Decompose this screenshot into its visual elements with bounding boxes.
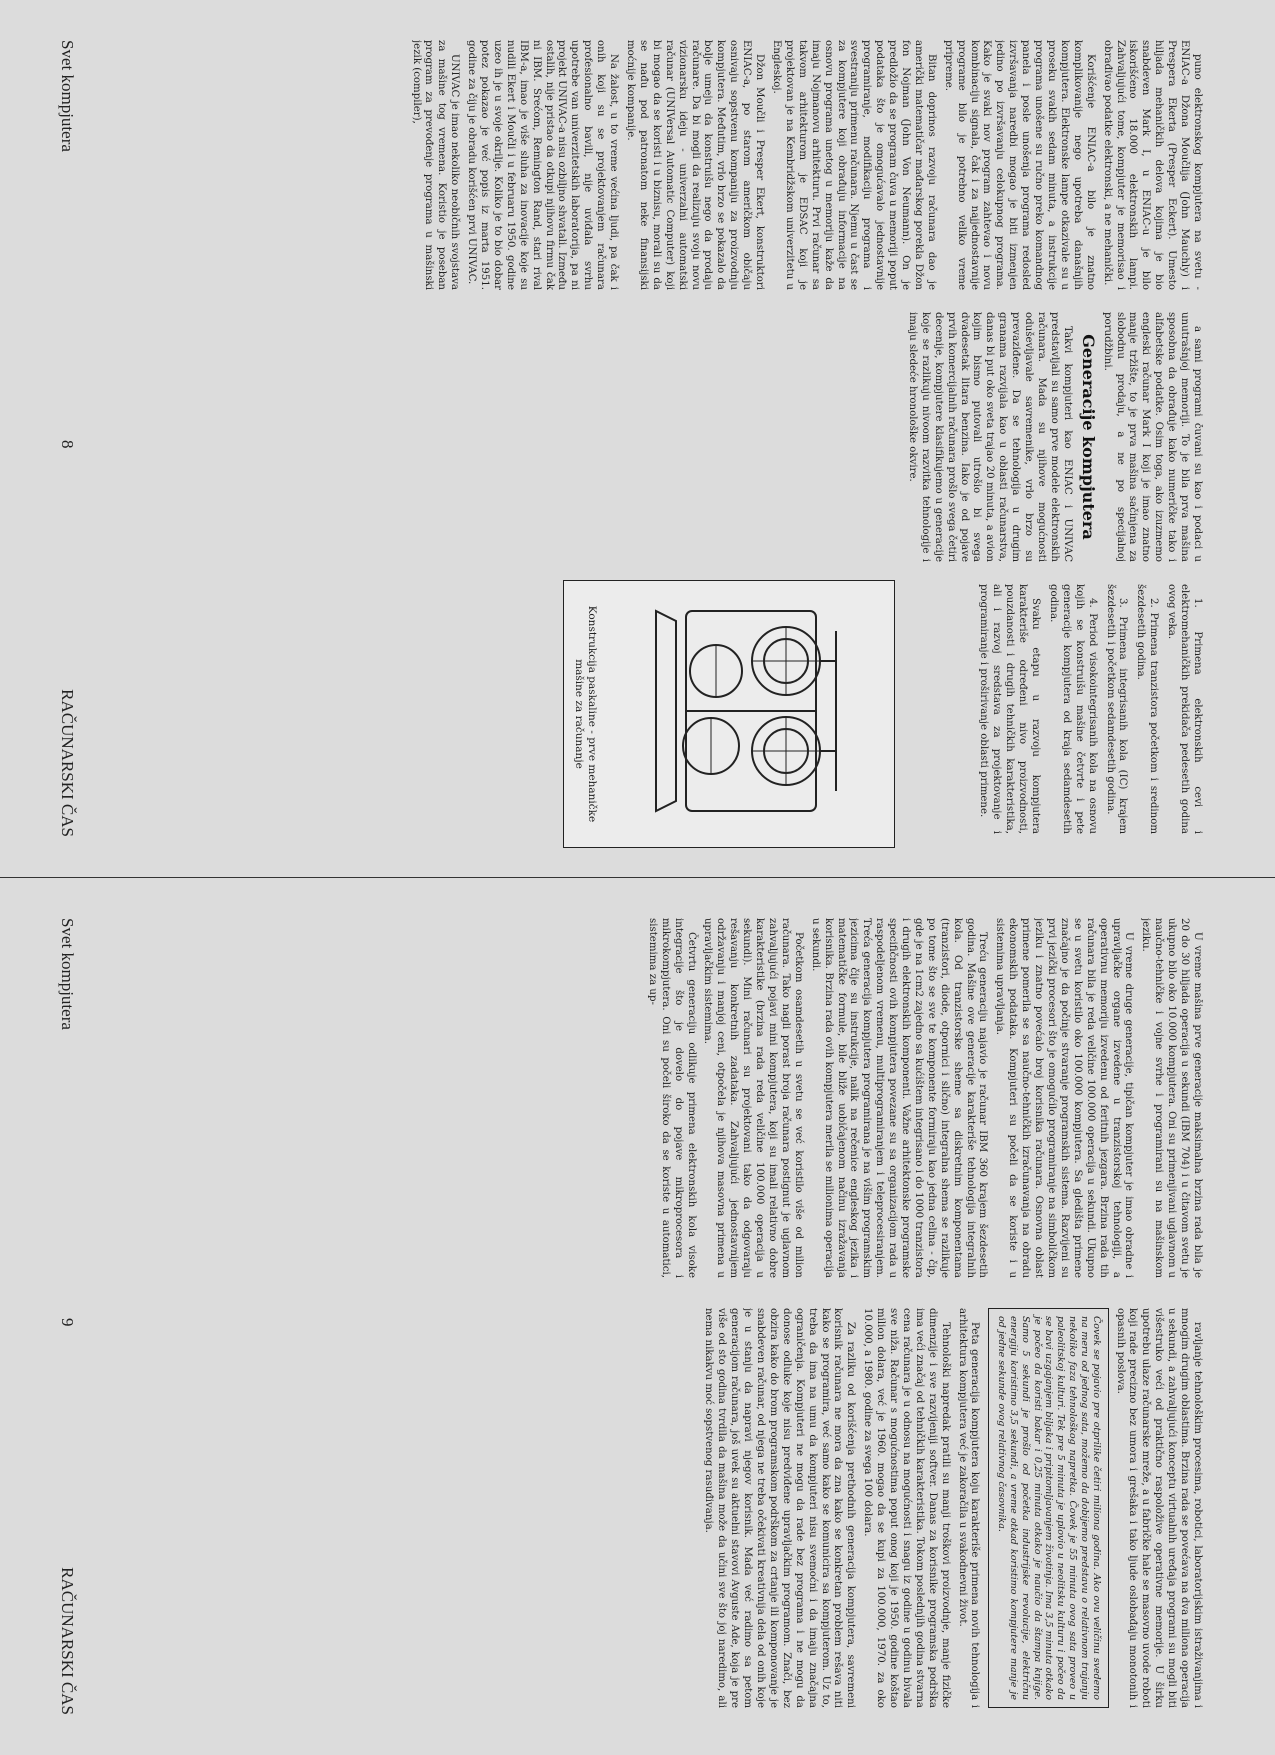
list-item: 1. Primena elektronskih cevi i elektromehaničkih prekidača pedesetih godina ovog veka.	[1166, 584, 1203, 834]
paragraph: ravljanje tehnološkim procesima, robotici, laboratorijskim istraživanjima i mnogim drugim oblastima. Brzina rada se povećava na dva miliona operacija u sekundi, a zahvaljujući konceptu virtualnih uređaja programi su mogli biti višestruko veći od praktično raspoložive operativne memorije. U širku upotrebu ulaze računarske mreže, a u fabričke hale se masovno uvode roboti koji rade precizno bez umora i grešaka i tako ljude oslobađaju monotonih i opasnih poslova.	[1114, 1308, 1203, 1708]
paragraph: Tehnološki napredak pratili su manji troškovi proizvodnje, manje fizičke dimenzije i sve razvijeniji softver. Danas za korisnike programska podrška ima veći značaj od tehničkih karakteristika. Tokom poslednjih godina stvarna cena računara je u odnosu na mogućnosti i snagu iz godine u godinu bivala sve niža. Računar s mogućnostima poput onog koji je 1950. godine koštao milion dolara, već je 1960. mogao da se kupi za 100.000, 1970. za oko 10.000, a 1980. godine za svega 100 dolara.	[862, 1308, 951, 1708]
paragraph: Početkom osamdesetih u svetu se već koristilo više od milion računara. Tako nagli porast broja računara postignut je uglavnom zahvaljujući pojavi mini kompjutera, koji su imali relativno dobre karakteristike (brzina rada reda veličine 100.000 operacija u sekundi). Mini računari su projektovani tako da odgovaraju rešavanju konkretnih zadataka. Zahvaljujući jednostavnijem održavanju i manjoj ceni, otpočela je njihova masovna primena u upravljačkim sistemima.	[702, 918, 804, 1278]
paragraph: Na žalost, u to vreme većina ljudi, pa čak i onih koji su se projektovanjem računara profesionalno bavili, nije uviđala svrhu upotrebe van univerzitetskih laboratorija, pa ni projekt UNIVAC-a nisu ozbiljno shvatali. Između ostalih, nije pristao da otkupi njihovu firmu čak ni IBM. Srećom, Remington Rand, stari rival IBM-a, imao je više sluha za inovacije koje su nudili Ekert i Moučli i u februaru 1950. godine uzeo ih je u svoje okrilje. Koliko je to bio dobar potez pokazao je već popis iz marta 1951. godine za čiju je obradu korišćen prvi UNIVAC.	[466, 40, 620, 290]
paragraph: Džon Moučli i Presper Ekert, konstruktori ENIAC-a, po starom američkom običaju osnivaju sopstvenu kompaniju za proizvodnju kompjutera. Međutim, vrlo brzo se pokazalo da bolje umeju da konstruišu nego da prodaju računare. Da bi mogli da realizuju svoju novu vizionarsku ideju - univerzalni automatski računar (UNIVersal Automatic Computer) koji bi mogao da se koristi i u biznisu, morali su da se nađu pod patronatom neke finansijski moćnije kompanije.	[625, 40, 766, 290]
magazine-section: RAČUNARSKI ČAS	[58, 1567, 77, 1715]
page-8-footer	[45, 40, 85, 837]
list-item: 2. Primena tranzistora početkom i sredinom šezdesetih godina.	[1135, 584, 1160, 834]
page-number: 8	[58, 440, 77, 449]
paragraph: puno elektronskog kompjutera na svetu - ENIAC-a Džona Moučlija (John Mauchly) i Prespera Ekerta (Presper Eckert). Umesto hiljada mehaničkih delova kojima je bio snabdeven Mark I, u ENIAC-u je bilo iskorišćeno 18.000 elektronskih lampi. Zahvaljujući tome, kompjuter je memorisao i obrađivao podatke elektronski, a ne mehanički.	[1101, 40, 1203, 290]
page-9-footer	[45, 918, 85, 1715]
paragraph: U vreme mašina prve generacije maksimalna brzina rada bila je 20 do 30 hiljada operacija u sekundi (IBM 704) i u čitavom svetu je ukupno bilo oko 10.000 kompjutera. Oni su primenjivani uglavnom u naučno-tehničke i vojne svrhe i programirani su na mašinskom jeziku.	[1140, 918, 1203, 1278]
paragraph: Korišćenje ENIAC-a bilo je znatno komplikovanije nego upotreba današnjih kompjutera. Elektronske lampe otkazivale su u proseku svakih sedam minuta, a instrukcije programa unošene su ručno preko komandnog panela i posle unošenja programa redosled izvršavanja naredbi mogao je biti izmenjen jedino po izvršavanju celokupnog programa. Kako je svaki nov program zahtevao i novu kombinaciju signala, čak i za najjednostavnije programe bilo je potrebno veliko vreme pripreme.	[942, 40, 1096, 290]
paragraph: a sami programi čuvani su kao i podaci u unutrašnjoj memoriji. To je bila prva mašina sposobna da obrađuje kako numeričke tako i alfabetske podatke. Osim toga, ako izuzmemo engleski računar Mark I koji je imao znatno manje tržište, to je prva mašina sačinjena za slobodnu prodaju, a ne po specijalnoj porudžbini.	[1101, 312, 1203, 562]
sidebar-box: Čovek se pojavio pre otprilike četiri miliona godina. Ako ovu veličinu svedemo na meru od jednog sata, možemo da dobijemo predstavu o relativnom trajanju nekoliko faza tehnološkog napretka. Čovek je 55 minuta ovog sata proveo u paleolitskoj kulturi. Tek pre 5 minuta je uplovio u neolitsku kulturu i počeo da se bavi uzgajanjem biljaka i pripitomljavanjem životinja. Ima 3,5 minuta otkako je počeo da koristi bakar i 0,25 minuta otkako je naučio da štampa knjige. Samo 5 sekundi je prošlo od početka industrijske revolucije, električnu energiju koristimo 3,5 sekundi, a vreme otkad koristimo kompjutere manje je od jedne sekunde ovog relativnog časovnika.	[988, 1308, 1108, 1708]
paragraph: UNIVAC je imao nekoliko neobičnih svojstava za mašine tog vremena. Koristio je poseban program za prevođenje programa u mašinski jezik (compiler),	[410, 40, 461, 290]
paragraph: Četvrtu generaciju odlikuje primena elektronskih kola visoke integracije što je dovelo do pojave mikroprocesora i mikrokompjutera. Oni su počeli široko da se koriste u automatici, sistemima za up-	[646, 918, 697, 1278]
page-9	[0, 878, 1275, 1755]
page-9-body	[105, 918, 1275, 1718]
paragraph: Za razliku od korišćenja prethodnih generacija kompjutera, savremeni korisnik računara ne mora da zna kako se konkretan problem rešava niti kako se programira, već samo kako se komunicira sa kompjuterom. Uz to, treba da ima na umu da kompjuteri nisu svemoćni i da imaju značajna ograničenja. Kompjuteri ne mogu da rade bez programa i ne mogu da donose odluke koje nisu predviđene upravljačkim programom. Znači, bez obzira kako do brom programskom podrškom za crtanje ili komponovanje je snabdeven računar, od njega ne treba očekivati kreativnija dela od onih koje je u stanju da napravi njegov korisnik. Mada već radimo sa petom generacijom računara, još uvek su aktuelni stavovi Avguste Ade, koja je pre više od sto godina tvrdila da mašina može da učini sve što joj naredimo, ali nema nikakvu moć sopstvenog rasuđivanja.	[703, 1308, 857, 1708]
publication-name: Svet kompjutera	[58, 918, 77, 1030]
section-title: Generacije kompjutera	[1078, 334, 1098, 540]
paragraph: Bitan doprinos razvoju računara dao je američki matematičar mađarskog porekla Džon fon Nojman (John Von Neumann). On je predložio da se program čuva u memoriji poput podataka što je omogućavalo jednostavnije programiranje, modifikaciju programa i svestraniju primenu računara. Njemu u čast se za kompjutere koji obrađuju informacije na osnovu programa unetog u memoriju kaže da imaju Nojmanovu arhitekturu. Prvi računar sa takvom arhitekturom je EDSAC koji je projektovan je na Kembridžskom univerzitetu u Engleskoj.	[771, 40, 937, 290]
pascaline-illustration	[563, 580, 895, 848]
page-number: 9	[58, 1318, 77, 1327]
page-8-column-2	[113, 312, 1203, 562]
list-item: 3. Primena integrisanih kola (IC) krajem šezdesetih i početkom sedamdesetih godina.	[1104, 584, 1129, 834]
page-9-column-2	[113, 1308, 1203, 1708]
figure-caption: Konstrukcija paskaline - prve mehaničke mašine za računanje	[573, 605, 598, 823]
magazine-section: RAČUNARSKI ČAS	[58, 689, 77, 837]
generation-list	[1046, 584, 1203, 834]
list-item: 4. Period visokointegrisanih kola na osnovu kojih se konstruišu mašine četvrte i pete generacije kompjutera od kraja sedamdesetih godina.	[1047, 584, 1098, 834]
page-8	[0, 0, 1275, 877]
page-9-column-1	[113, 918, 1203, 1278]
page-8-column-1	[113, 40, 1203, 290]
paragraph: U vreme druge generacije, tipičan kompjuter je imao obradne i upravljačke organe izvedene u tranzistorskoj tehnologiji, a operativnu memoriju izvedenu od feritnih jezgara. Brzina rada tih računara bila je reda veličine 100.000 operacija u sekundi. Ukupno se u svetu koristilo oko 100.000 kompjutera. Sa gledišta primene značajno je da počinje stvaranje programskih sistema. Razvijeni su prvi jezički procesori što je omogućilo programiranje na simboličkom jeziku i znatno povećalo broj korisnika računara. Osnovna oblast primene pomerila se sa naučno-tehničkih izračunavanja na obradu ekonomskih podataka. Kompjuteri su počeli da se koriste i u sistemima upravljanja.	[994, 918, 1135, 1278]
publication-name: Svet kompjutera	[58, 40, 77, 152]
paragraph: Treću generaciju najavio je računar IBM 360 krajem šezdesetih godina. Mašine ove generacije karakteriše tehnologija integralnih kola. Od tranzistorske sheme sa diskretnim komponentama (tranzistori, diode, otpornici i slično) integralna shema se razlikuje po tome što se sve te komponente formiraju kao jedna celina - čip, gde je na 1cm2 zajedno sa kućištem integrisano i do 1000 tranzistora i drugih elektronskih komponenti. Važne arhitektonske programske specifičnosti ovih kompjutera povezane su sa organizacijom rada u raspodeljenom vremenu, multiprogramiranjem i teleprocesiranjem. Treća generacija kompjutera programirana je na višim programskim jezicima čije su instrukcije, nalik na rečenice engleskog jezika i matematičke formule, bile bliže uobičajenom načinu izražavanja korisnika. Brzina rada ovih kompjutera merila se milionima operacija u sekundi.	[809, 918, 989, 1278]
pascaline-drawing	[626, 601, 876, 827]
paragraph: Svaku etapu u razvoju kompjutera karakteriše određeni nivo proizvodnosti, pouzdanosti i drugih tehničkih karakteristika, ali i razvoj sredstava za projektovanje i programiranje i proširivanje oblasti primene.	[978, 584, 1042, 834]
paragraph: Peta generacija kompjutera koju karakteriše primena novih tehnologija i arhitektura kompjutera već je zakoračila u svakodnevni život.	[956, 1308, 981, 1708]
paragraph: Takvi kompjuteri kao ENIAC i UNIVAC predstavljali su samo prve modele elektronskih računara. Mada su njihove mogućnosti oduševljavale savremenike, vrlo brzo su prevaziđene. Da se tehnologija u drugim granama razvijala kao u oblasti računarstva, danas bi put oko sveta trajao 20 minuta, a avion kojim bismo putovali utrošio bi svega dvadesetak litara benzina. Iako je od pojave prvih komercijalnih računara prošlo svega četiri decenije, kompjutere klasifikujemo u generacije koje se razlikuju nivoom razvitka tehnologije i imaju sledeće hronološke okvire.	[906, 312, 1073, 562]
